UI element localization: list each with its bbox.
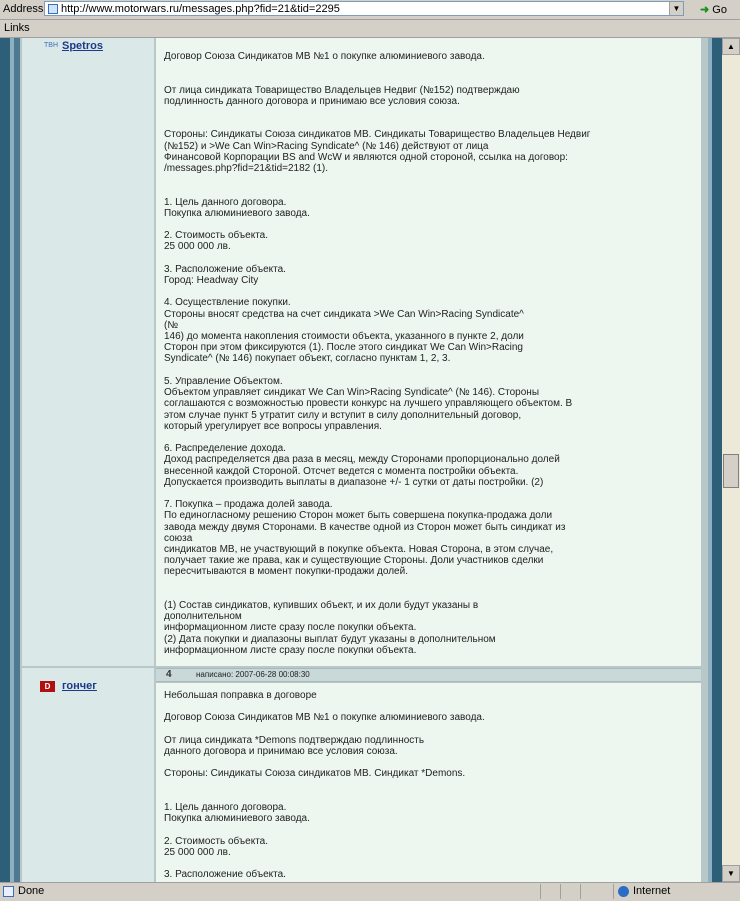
go-label: Go (712, 4, 727, 16)
go-arrow-icon: ➜ (700, 4, 710, 16)
status-divider (580, 884, 581, 899)
vertical-scrollbar[interactable] (722, 38, 740, 882)
left-border (0, 38, 10, 882)
status-divider (560, 884, 561, 899)
scrollbar-thumb[interactable] (723, 454, 739, 488)
address-bar (0, 0, 740, 20)
post-header (156, 668, 701, 682)
status-bar (0, 882, 740, 901)
post-author-column (22, 668, 154, 882)
page-done-icon (3, 886, 14, 897)
post-author[interactable]: Spetros (62, 40, 103, 52)
links-label[interactable]: Links (4, 22, 30, 34)
post-author[interactable]: гончег (62, 680, 97, 692)
page-viewport (0, 38, 722, 882)
syndicate-icon: ТВН (44, 42, 58, 49)
right-border (712, 38, 722, 882)
links-bar (0, 20, 740, 38)
page-icon (48, 4, 58, 14)
post-text: Небольшая поправка в договоре Договор Союза Синдикатов МВ №1 о покупке алюминиевого завода. От лица синдиката *Demons подтверждаю подлинность данного договора и принимаю все условия союза. Стороны: Синдикаты Союза синдикатов МВ. Синдикат *Demons. 1. Цель данного договора. Покупка алюминиевого завода. 2. Стоимость объекта. 25 000 000 лв. 3. Расположение объекта. (164, 690, 485, 881)
post-text: Договор Союза Синдикатов МВ №1 о покупке алюминиевого завода. От лица синдиката Товарищество Владельцев Недвиг (№152) подтверждаю подлинность данного договора и принимаю все условия союза. Стороны: Синдикаты Союза синдикатов МВ. Синдикаты Товарищество Владельцев Недвиг (№152) и >We Can Win>Racing Syndicate^ (№ 146) действуют от лица Финансовой Корпорации BS and WcW и являются одной стороной, ссылка на договор: /messages.php?fid=21&tid=2182 (1). 1. Цель данного договора. Покупка алюминиевого завода. 2. Стоимость объекта. 25 000 000 лв. 3. Расположение объекта. Город: Headway City 4. Осуществление покупки. Стороны вносят средства на счет синдиката >We Can Win>Racing Syndicate^ (№ 146) до момента накопления стоимости объекта, указанного в пункте 2, доли Сторон при этом фиксируются (1). После этого синдикат We Can Win>Racing Syndicate^ (№ 146) покупает объект, согласно пунктам 1, 2, 3. 5. Управление Объектом. Объектом управляет синдикат We Can Win>Racing Syndicate^ (№ 146). Стороны соглашаются с возможностью провести конкурс на лучшего управляющего объектом. В этом случае пункт 5 утратит силу и вступит в силу дополнительный договор, который урегулирует все вопросы управления. 6. Распределение дохода. Доход распределяется два раза в месяц, между Сторонами пропорционально долей внесенной каждой Стороной. Отсчет ведется с момента постройки объекта. Допускается производить выплаты в диапазоне +/- 1 сутки от даты постройки. (2) 7. Покупка – продажа долей завода. По единогласному решению Сторон может быть совершена покупка-продажа доли завода между двумя Сторонами. В качестве одной из Сторон может быть синдикат из союза синдикатов МВ, не участвующий в покупке объекта. Новая Сторона, в этом случае, получает такие же права, как и существующие Стороны. Доли участников сделки пересчитываются в момент покупки-продажи долей. (1) Состав синдикатов, купивших объект, и их доли будут указаны в дополнительном информационном листе сразу после покупки объекта. (2) Дата покупки и диапазоны выплат будут указаны в дополнительном информационном листе сразу после покупки объекта. (164, 51, 591, 656)
address-label: Address (3, 3, 44, 15)
scroll-down-button[interactable]: ▼ (722, 865, 740, 882)
globe-icon (618, 886, 629, 897)
post-date: написано: 2007-06-28 00:08:30 (196, 670, 310, 679)
post-author-column (22, 38, 154, 666)
post-body (156, 38, 701, 666)
status-divider (613, 884, 614, 899)
status-divider (540, 884, 541, 899)
post-body (156, 683, 701, 882)
chevron-down-icon[interactable]: ▼ (669, 2, 683, 15)
post-number: 4 (166, 669, 172, 680)
scroll-up-button[interactable]: ▲ (722, 38, 740, 55)
go-button[interactable] (700, 3, 727, 16)
address-url[interactable]: http://www.motorwars.ru/messages.php?fid=21&tid=2295 (61, 3, 340, 15)
syndicate-icon: D (40, 681, 55, 692)
status-text: Done (18, 885, 45, 897)
zone-text: Internet (633, 885, 671, 897)
left-border-inner (10, 38, 14, 882)
address-input[interactable] (44, 1, 684, 16)
